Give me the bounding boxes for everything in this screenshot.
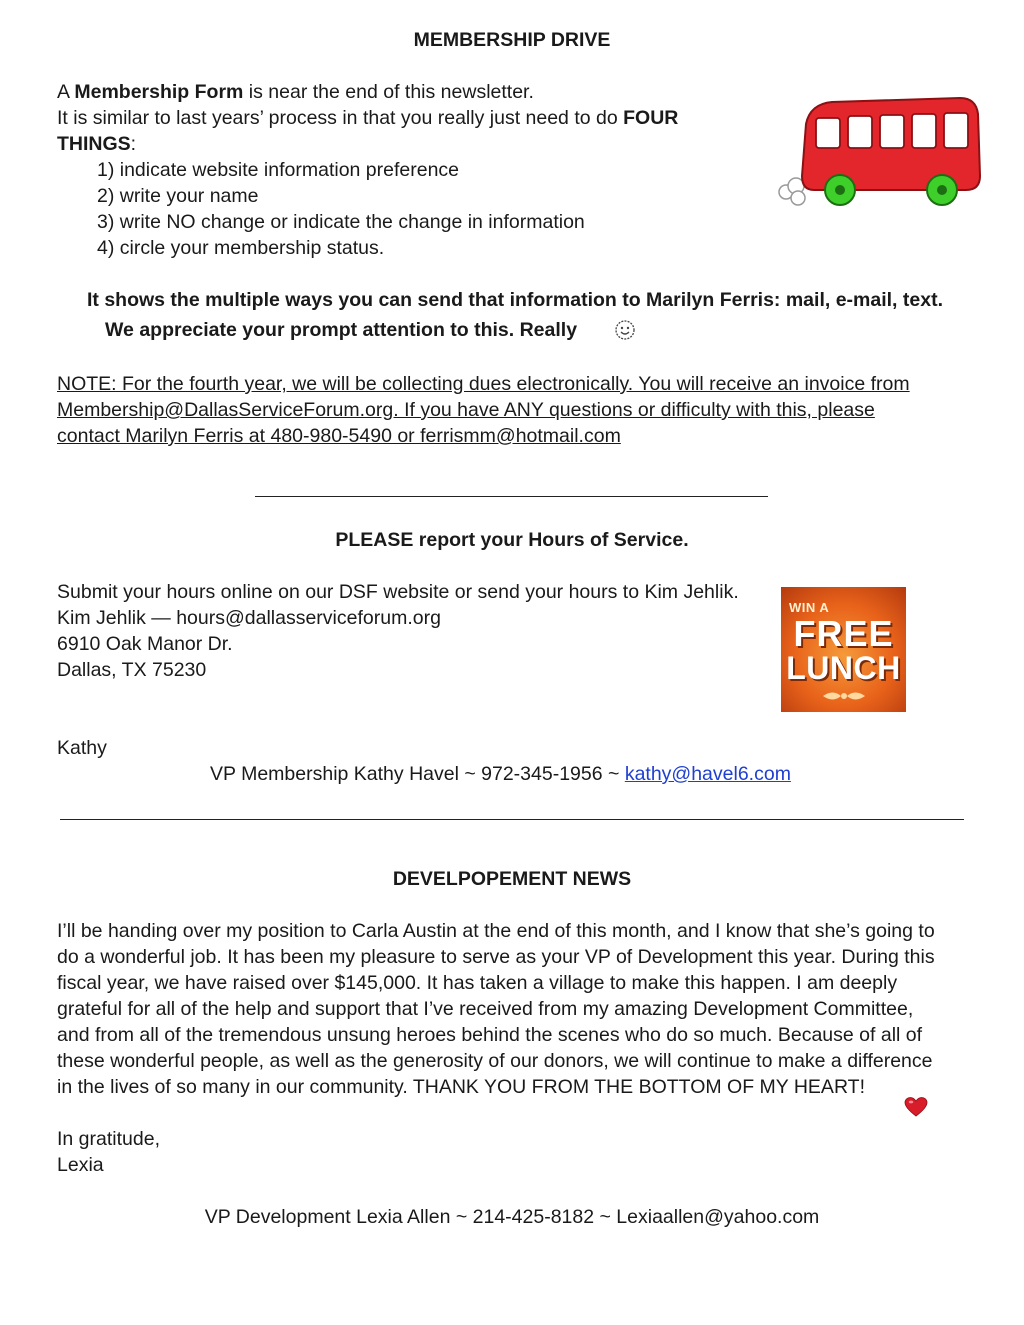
hours-line: Submit your hours online on our DSF website or send your hours to Kim Jehlik. xyxy=(57,581,739,603)
development-paragraph-line: fiscal year, we have raised over $145,000. It has taken a village to make this happen. I am deeply xyxy=(57,972,898,994)
hours-signoff: Kathy xyxy=(57,737,107,759)
note-line: NOTE: For the fourth year, we will be collecting dues electronically. You will receive an invoice from xyxy=(57,373,910,395)
step-item: 3) write NO change or indicate the change in information xyxy=(97,211,585,233)
badge-ornament-icon xyxy=(819,687,869,705)
section-divider xyxy=(60,819,964,820)
contact-text: VP Membership Kathy Havel ~ 972-345-1956 ~ xyxy=(210,763,625,785)
free-lunch-badge xyxy=(781,587,906,712)
hours-title: PLEASE report your Hours of Service. xyxy=(335,529,689,551)
hours-line: Dallas, TX 75230 xyxy=(57,659,207,681)
badge-win-text: WIN A xyxy=(789,600,830,615)
hours-line: 6910 Oak Manor Dr. xyxy=(57,633,233,655)
text-segment: A xyxy=(57,81,75,103)
development-paragraph-line: do a wonderful job. It has been my pleasure to serve as your VP of Development this year. During this xyxy=(57,946,935,968)
development-paragraph-line: and from all of the tremendous unsung heroes behind the scenes who do so much. Because of all of xyxy=(57,1024,923,1046)
appreciate-text: We appreciate your prompt attention to this. Really xyxy=(105,319,578,341)
step-item: 1) indicate website information preference xyxy=(97,159,460,181)
membership-line-2 xyxy=(57,105,678,131)
development-paragraph-line: grateful for all of the help and support that I’ve received from my amazing Development Committee, xyxy=(57,998,914,1020)
section-divider xyxy=(255,496,768,497)
step-item: 4) circle your membership status. xyxy=(97,237,385,259)
four-emphasis: FOUR xyxy=(623,107,679,129)
development-title: DEVELPOPEMENT NEWS xyxy=(392,868,632,890)
note-line: contact Marilyn Ferris at 480-980-5490 or ferrismm@hotmail.com xyxy=(57,425,621,447)
hours-line: Kim Jehlik — hours@dallasserviceforum.org xyxy=(57,607,441,629)
kathy-email-link[interactable]: kathy@havel6.com xyxy=(624,763,791,785)
bus-icon xyxy=(770,84,986,212)
membership-form-emphasis: Membership Form xyxy=(74,81,244,103)
membership-title: MEMBERSHIP DRIVE xyxy=(413,29,611,51)
smiley-icon xyxy=(614,319,636,341)
badge-lunch-text: LUNCH xyxy=(786,650,901,686)
development-paragraph-line: I’ll be handing over my position to Carla Austin at the end of this month, and I know that she’s going to xyxy=(57,920,935,942)
membership-contact xyxy=(210,761,791,787)
multiple-ways-text: It shows the multiple ways you can send that information to Marilyn Ferris: mail, e-mail, text. xyxy=(86,289,943,311)
development-closing: In gratitude, xyxy=(57,1128,160,1150)
development-signature-name: Lexia xyxy=(57,1154,104,1176)
development-paragraph-line: in the lives of so many in our community. THANK YOU FROM THE BOTTOM OF MY HEART! xyxy=(57,1076,866,1098)
text-segment: is near the end of this newsletter. xyxy=(243,81,534,103)
badge-free-text: FREE xyxy=(793,613,894,654)
membership-line-1 xyxy=(57,79,534,105)
text-segment: : xyxy=(130,133,137,155)
development-paragraph-line: these wonderful people, as well as the generosity of our donors, we will continue to make a difference xyxy=(57,1050,933,1072)
membership-line-3 xyxy=(57,131,136,157)
things-emphasis: THINGS xyxy=(57,133,131,155)
step-item: 2) write your name xyxy=(97,185,259,207)
development-contact: VP Development Lexia Allen ~ 214-425-8182 ~ Lexiaallen@yahoo.com xyxy=(204,1206,820,1228)
note-line: Membership@DallasServiceForum.org. If you have ANY questions or difficulty with this, please xyxy=(57,399,875,421)
heart-icon xyxy=(904,1096,928,1118)
text-segment: It is similar to last years’ process in that you really just need to do xyxy=(57,107,624,129)
